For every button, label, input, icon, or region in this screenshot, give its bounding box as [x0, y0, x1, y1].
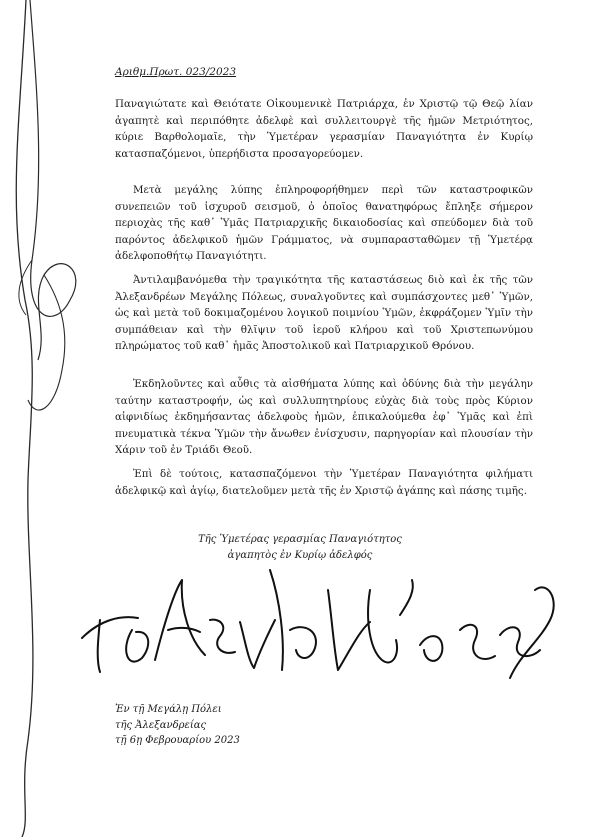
- letter-paragraph-1: Παναγιώτατε καὶ Θειότατε Οἰκουμενικὲ Πατριάρχα, ἐν Χριστῷ τῷ Θεῷ λίαν ἀγαπητὲ καὶ περιπόθητε ἀδελφὲ καὶ συλλειτουργὲ τῆς ἡμῶν Μετριότητος, κύριε Βαρθολομαῖε, τὴν Ὑμετέραν γερασμίαν Παναγιότητα ἐν Κυρίῳ κατασπαζόμενοι, ὑπερήδιστα προσαγορεύομεν.: [115, 98, 533, 160]
- letter-paragraph-4: Ἐκδηλοῦντες καὶ αὖθις τὰ αἰσθήματα λύπης καὶ ὀδύνης διὰ τὴν μεγάλην ταύτην καταστροφήν, ὡς καὶ συλλυπητηρίους εὐχὰς διὰ τοὺς πρὸς Κύριον αἰφνιδίως ἐκδημήσαντας ἀδελφοὺς ἡμῶν, ἐπικαλούμεθα ἐφ᾽ Ὑμᾶς καὶ ἐπὶ πνευματικὰ τέκνα Ὑμῶν τὴν ἄνωθεν ἐνίσχυσιν, παρηγορίαν καὶ πλουσίαν τὴν Χάριν τοῦ ἐν Τριάδι Θεοῦ.: [115, 378, 533, 457]
- closing-line-2: ἀγαπητὸς ἐν Κυρίῳ ἀδελφός: [227, 550, 373, 561]
- place-and-date: [115, 702, 240, 749]
- place-line-2: τῆς Ἀλεξανδρείας: [115, 719, 207, 731]
- ribbon-cord-decoration: [0, 0, 120, 837]
- letter-paragraph-5: Ἐπὶ δὲ τούτοις, κατασπαζόμενοι τὴν Ὑμετέραν Παναγιότητα φιλήματι ἀδελφικῷ καὶ ἁγίῳ, διατελοῦμεν μετὰ τῆς ἐν Χριστῷ ἀγάπης καὶ πάσης τιμῆς.: [115, 468, 533, 497]
- letter-paragraph-2: Μετὰ μεγάλης λύπης ἐπληροφορήθημεν περὶ τῶν καταστροφικῶν συνεπειῶν τοῦ ἰσχυροῦ σεισμοῦ, ὁ ὁποῖος θανατηφόρως ἔπληξε σήμερον περιοχὰς τῆς καθ᾽ Ὑμᾶς Πατριαρχικῆς δικαιοδοσίας καὶ σπεύδομεν διὰ τοῦ παρόντος ἀδελφικοῦ ἡμῶν Γράμματος, νὰ συμπαρασταθῶμεν τῇ Ὑμετέρᾳ ἀδελφοποθήτῳ Παναγιότητι.: [115, 184, 533, 263]
- place-line-1: Ἐν τῇ Μεγάλῃ Πόλει: [115, 704, 222, 715]
- letter-paragraph-3: Ἀντιλαμβανόμεθα τὴν τραγικότητα τῆς καταστάσεως διὸ καὶ ἐκ τῆς τῶν Ἀλεξανδρέων Μεγάλης Πόλεως, συναλγοῦντες καὶ συμπάσχοντες μεθ᾽ Ὑμῶν, ὡς καὶ μετὰ τοῦ δοκιμαζομένου λογικοῦ ποιμνίου Ὑμῶν, ἐκφράζομεν Ὑμῖν τὴν συμπάθειαν καὶ τὴν θλῖψιν τοῦ ἱεροῦ κλήρου καὶ τοῦ Χριστεπωνύμου πληρώματος τοῦ καθ᾽ ἡμᾶς Ἀποστολικοῦ καὶ Πατριαρχικοῦ Θρόνου.: [115, 274, 533, 353]
- closing-line-1: Τῆς Ὑμετέρας γερασμίας Παναγιότητος: [198, 534, 402, 545]
- handwritten-signature: [70, 560, 570, 690]
- date-line: τῇ 6ῃ Φεβρουαρίου 2023: [115, 735, 240, 746]
- protocol-number: Αριθμ.Πρωτ. 023/2023: [115, 66, 237, 78]
